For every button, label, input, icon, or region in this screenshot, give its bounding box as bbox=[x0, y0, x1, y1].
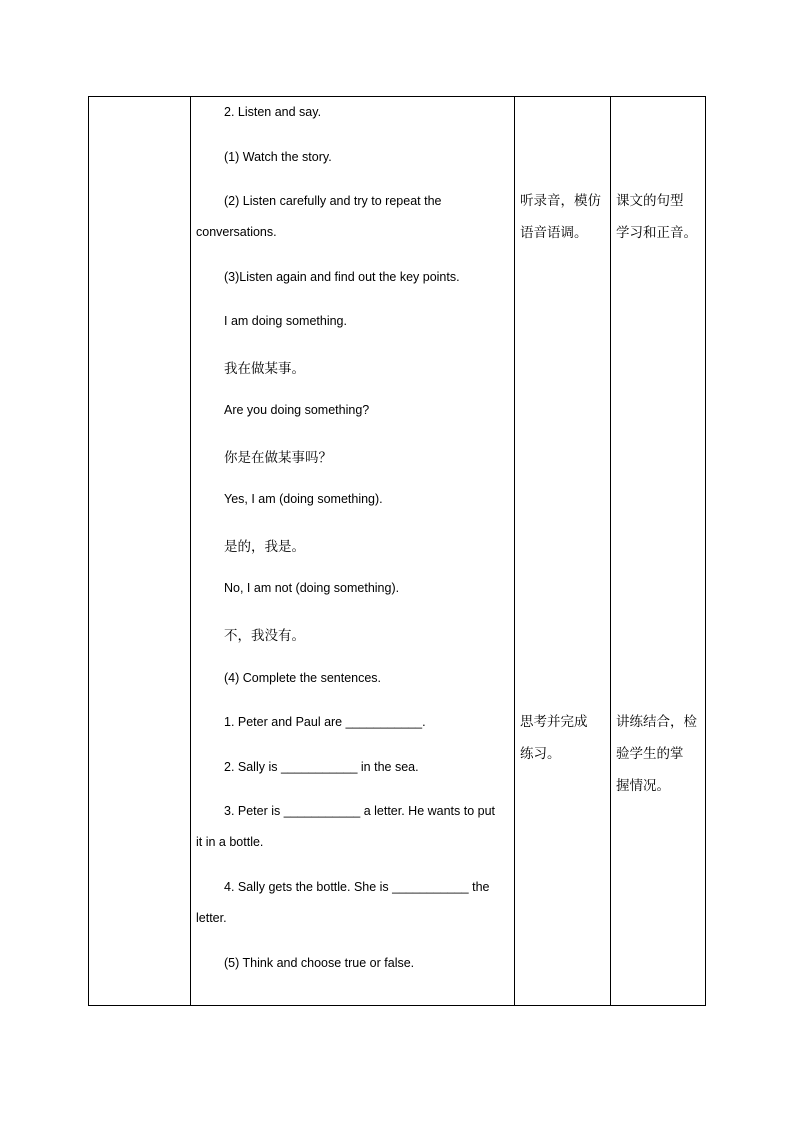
key-sentence-translation: 你是在做某事吗？ bbox=[224, 450, 332, 466]
exercise-4: 4. Sally gets the bottle. She is ___________ the bbox=[224, 880, 490, 894]
key-sentence: I am doing something. bbox=[224, 314, 347, 328]
key-sentence-translation: 不，我没有。 bbox=[224, 628, 305, 644]
key-sentence-translation: 我在做某事。 bbox=[224, 361, 305, 377]
step-watch: (1) Watch the story. bbox=[224, 150, 332, 164]
exercise-1: 1. Peter and Paul are ___________. bbox=[224, 715, 426, 729]
design-intent-line: 讲练结合，检 bbox=[616, 714, 697, 730]
section-heading: 2. Listen and say. bbox=[224, 105, 322, 119]
student-activity-line: 练习。 bbox=[520, 746, 561, 762]
design-intent-line: 学习和正音。 bbox=[616, 225, 697, 241]
step-think: (5) Think and choose true or false. bbox=[224, 956, 415, 970]
column-divider bbox=[190, 97, 191, 1005]
lesson-plan-table bbox=[88, 96, 706, 1006]
design-intent-1 bbox=[616, 185, 697, 249]
design-intent-line: 握情况。 bbox=[616, 778, 670, 794]
key-sentence: Are you doing something? bbox=[224, 403, 370, 417]
step-listen-cont: conversations. bbox=[196, 225, 277, 239]
exercise-2: 2. Sally is ___________ in the sea. bbox=[224, 760, 419, 774]
step-complete: (4) Complete the sentences. bbox=[224, 671, 382, 685]
column-divider bbox=[514, 97, 515, 1005]
key-sentence: Yes, I am (doing something). bbox=[224, 492, 383, 506]
column-divider bbox=[610, 97, 611, 1005]
student-activity-1 bbox=[520, 185, 601, 249]
student-activity-line: 听录音，模仿 bbox=[520, 193, 601, 209]
step-key-points: (3)Listen again and find out the key points. bbox=[224, 270, 460, 284]
step-listen: (2) Listen carefully and try to repeat the bbox=[224, 194, 442, 208]
key-sentence-translation: 是的，我是。 bbox=[224, 539, 305, 555]
exercise-3: 3. Peter is ___________ a letter. He wants to put bbox=[224, 804, 496, 818]
student-activity-line: 思考并完成 bbox=[520, 714, 588, 730]
student-activity-line: 语音语调。 bbox=[520, 225, 588, 241]
student-activity-2 bbox=[520, 706, 588, 770]
key-sentence: No, I am not (doing something). bbox=[224, 581, 400, 595]
design-intent-2 bbox=[616, 706, 697, 802]
design-intent-line: 课文的句型 bbox=[616, 193, 684, 209]
design-intent-line: 验学生的掌 bbox=[616, 746, 684, 762]
exercise-3-cont: it in a bottle. bbox=[196, 835, 264, 849]
exercise-4-cont: letter. bbox=[196, 911, 227, 925]
